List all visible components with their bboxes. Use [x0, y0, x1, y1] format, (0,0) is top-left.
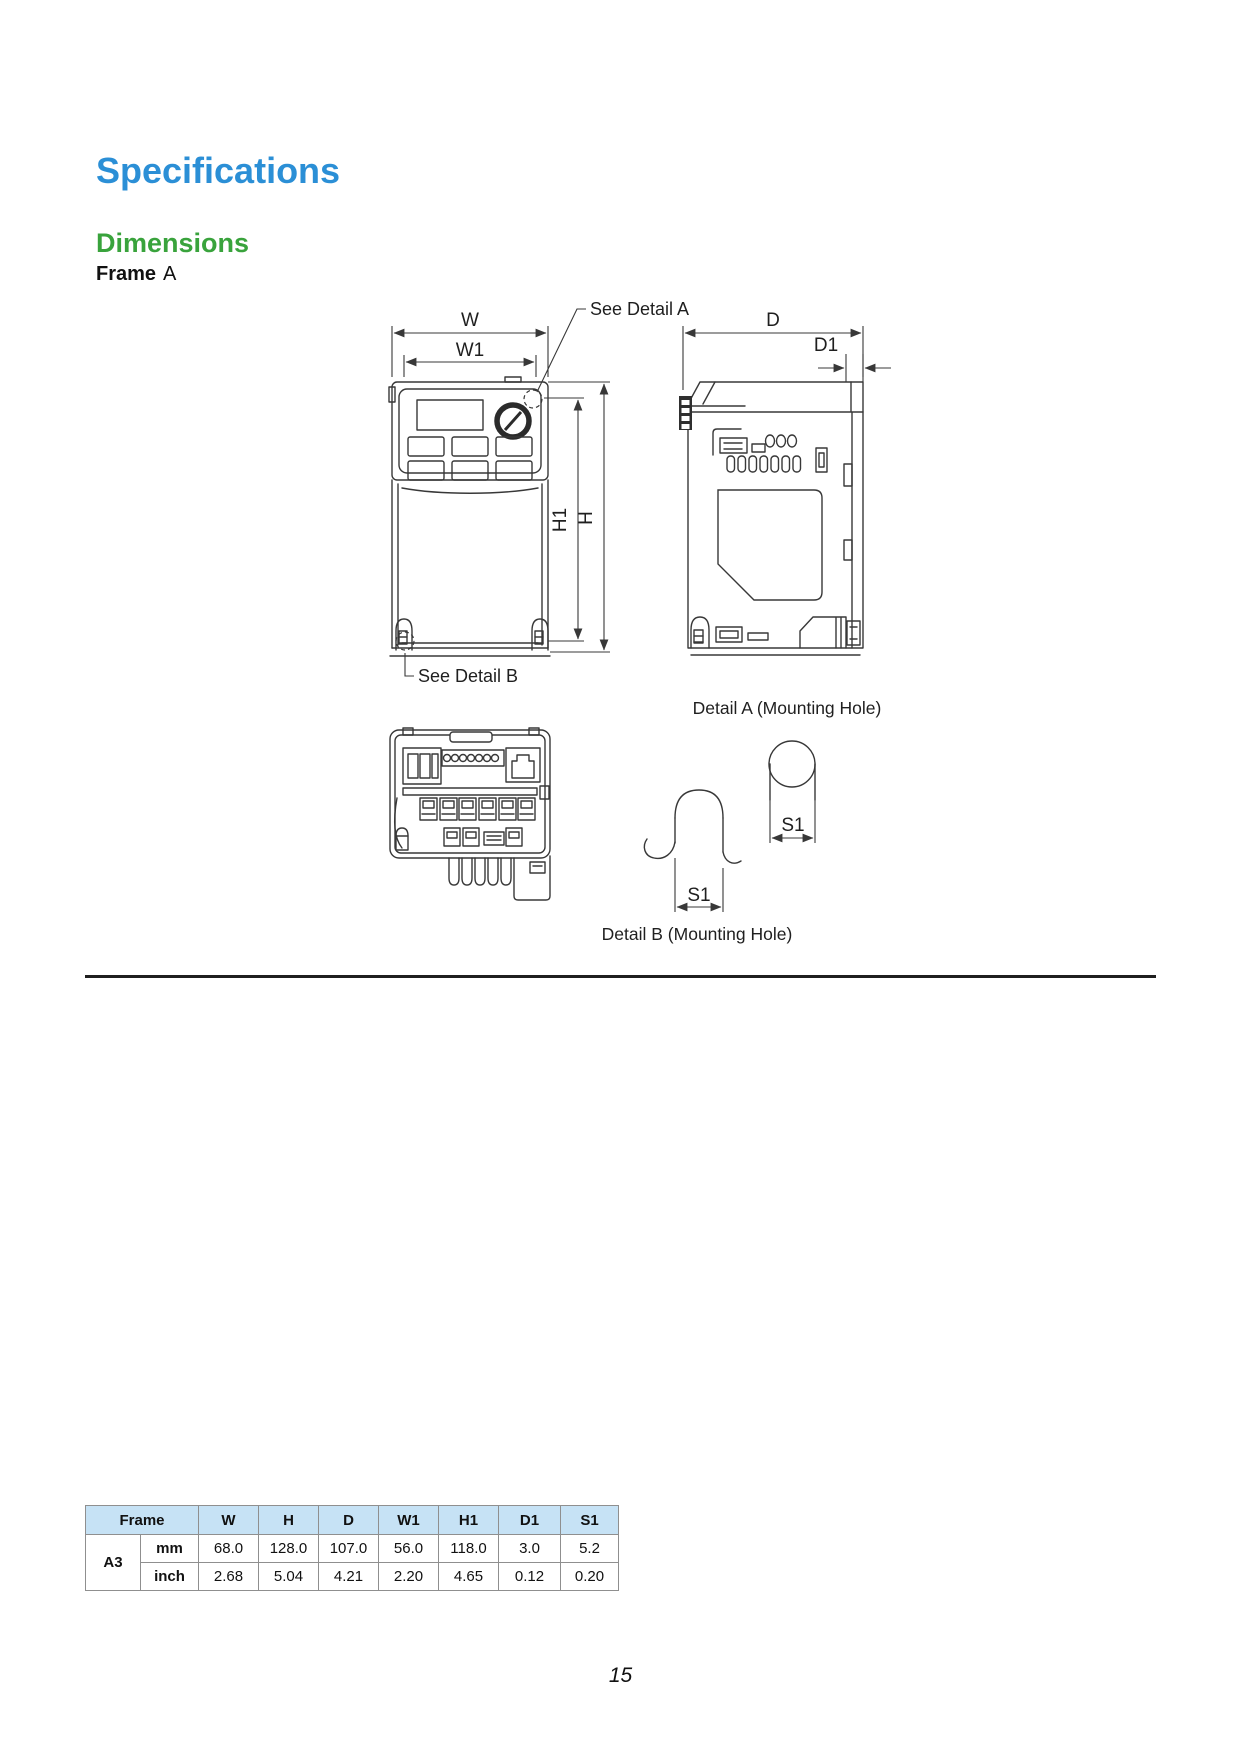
- lower-terminal-row: [444, 828, 522, 846]
- col-header-h1: H1: [439, 1506, 499, 1535]
- value-s1-mm: 5.2: [561, 1535, 619, 1563]
- dimensions-table: [85, 1505, 619, 1591]
- col-header-w: W: [199, 1506, 259, 1535]
- dimension-drawing: [0, 250, 1241, 970]
- unit-cell-inch: inch: [141, 1563, 199, 1591]
- dim-label-d1: D1: [813, 335, 839, 356]
- col-header-frame: Frame: [86, 1506, 199, 1535]
- detail-a-drawing: [769, 741, 815, 843]
- value-s1-inch: 0.20: [561, 1563, 619, 1591]
- section-heading-dimensions: Dimensions: [96, 228, 250, 258]
- table-row-inch: [86, 1563, 619, 1591]
- value-w1-inch: 2.20: [379, 1563, 439, 1591]
- frame-name-cell: A3: [86, 1535, 141, 1591]
- terminal-slot-row: [727, 456, 801, 472]
- dim-label-w1: W1: [455, 340, 485, 361]
- section-divider: [85, 975, 1156, 978]
- detail-b-drawing: [644, 790, 741, 912]
- table-header-row: [86, 1506, 619, 1535]
- value-d-inch: 4.21: [319, 1563, 379, 1591]
- dim-label-h: H: [576, 511, 597, 525]
- dim-label-h1: H1: [550, 507, 571, 533]
- side-view-drawing: [679, 310, 891, 655]
- col-header-s1: S1: [561, 1506, 619, 1535]
- frame-label-variant: A: [163, 263, 177, 285]
- value-w-mm: 68.0: [199, 1535, 259, 1563]
- col-header-w1: W1: [379, 1506, 439, 1535]
- page-number: 15: [608, 1664, 633, 1687]
- col-header-d: D: [319, 1506, 379, 1535]
- heatsink-fins: [449, 858, 511, 885]
- value-h1-inch: 4.65: [439, 1563, 499, 1591]
- detail-b-caption: Detail B (Mounting Hole): [601, 924, 793, 944]
- front-view-drawing: [389, 299, 689, 686]
- coil-terminals: [444, 755, 499, 762]
- see-detail-a-label: See Detail A: [590, 299, 690, 319]
- col-header-d1: D1: [499, 1506, 561, 1535]
- value-h1-mm: 118.0: [439, 1535, 499, 1563]
- value-d-mm: 107.0: [319, 1535, 379, 1563]
- see-detail-b-label: See Detail B: [418, 666, 519, 686]
- detail-a-caption: Detail A (Mounting Hole): [692, 698, 882, 718]
- screw-terminal-row: [420, 798, 535, 820]
- rj45-port: [506, 748, 540, 782]
- value-w1-mm: 56.0: [379, 1535, 439, 1563]
- value-d1-mm: 3.0: [499, 1535, 561, 1563]
- bottom-view-drawing: [390, 728, 550, 900]
- value-h-inch: 5.04: [259, 1563, 319, 1591]
- frame-label-bold: Frame: [96, 263, 157, 285]
- heatsink-cover: [718, 490, 822, 600]
- value-d1-inch: 0.12: [499, 1563, 561, 1591]
- dim-label-s1-detail-a: S1: [781, 815, 805, 836]
- dim-label-w: W: [461, 310, 479, 331]
- col-header-h: H: [259, 1506, 319, 1535]
- value-h-mm: 128.0: [259, 1535, 319, 1563]
- page-title: Specifications: [96, 150, 341, 191]
- unit-cell-mm: mm: [141, 1535, 199, 1563]
- table-row-mm: [86, 1535, 619, 1563]
- dim-label-d: D: [766, 310, 780, 331]
- display-window: [417, 400, 483, 430]
- value-w-inch: 2.68: [199, 1563, 259, 1591]
- dim-label-s1-detail-b: S1: [687, 885, 711, 906]
